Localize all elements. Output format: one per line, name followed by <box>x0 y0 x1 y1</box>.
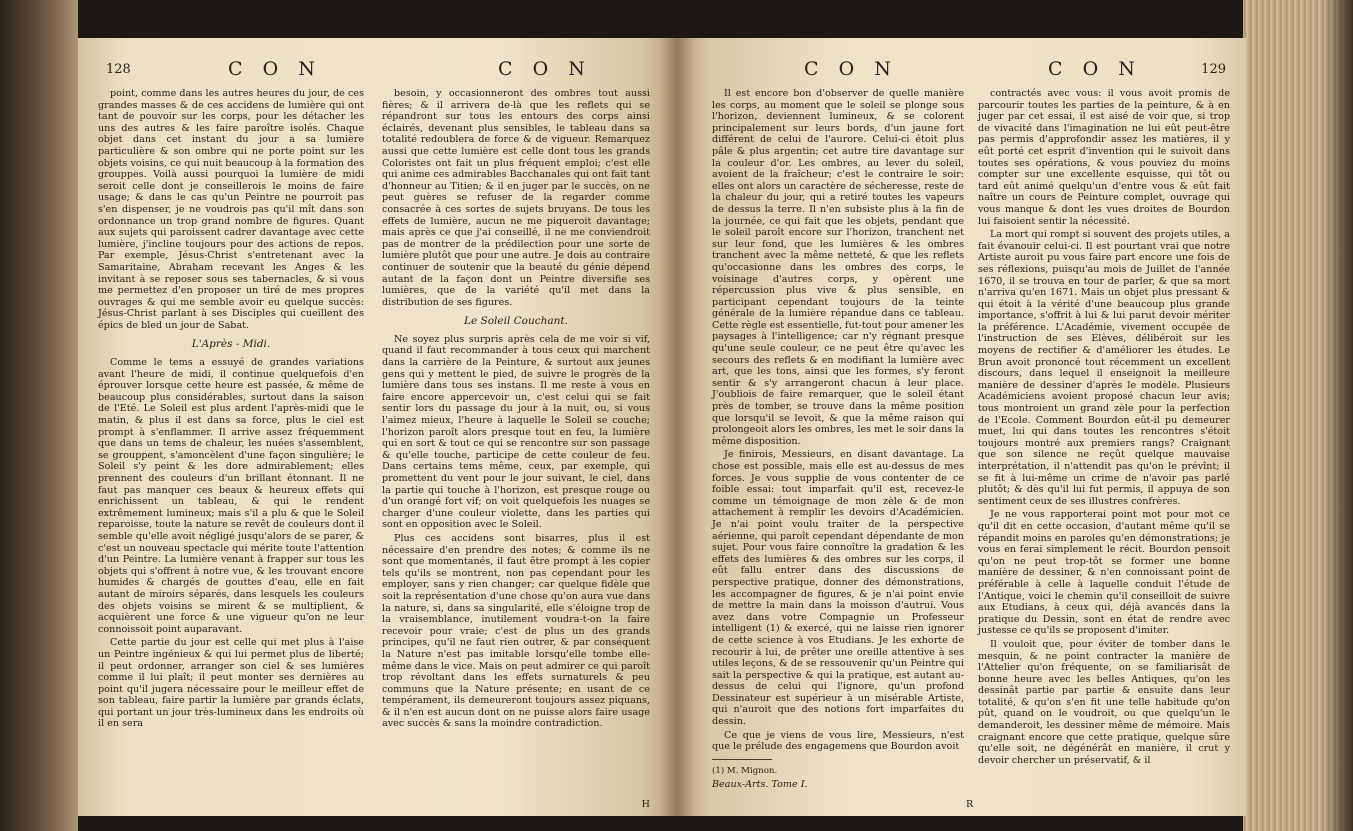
text-column <box>712 88 964 793</box>
footnote: (1) M. Mignon. <box>712 765 778 776</box>
footnote-rule <box>712 759 772 760</box>
book-edge-left <box>0 0 78 831</box>
paragraph: Ne soyez plus surpris après cela de me voir si vif, quand il faut recommander à tous ceux qui marchent dans la carrière de la Peinture, & surtout aux jeunes gens qui y mettent le pied, de suivre le progrès de la lumière dans tous ses instans. Il me reste à vous en faire encore appercevoir un, c'est celui qui se fait sentir lors du passage du jour à la nuit, ou, si vous l'aimez mieux, l'heure à laquelle le Soleil se couche; l'horizon paroît alors presque tout en feu, la lumière qui en sort & tout ce qui se rencontre sur son passage & qu'elle touche, participe de cette couleur de feu. Dans certains tems même, ceux, par exemple, qui promettent du vent pour le jour suivant, le ciel, dans la partie qui touche à l'horizon, est presque rouge ou d'un orangé fort vif; on voit quelquefois les nuages se charger d'une couleur violette, dans les parties qui sont en opposition avec le Soleil. <box>382 333 650 531</box>
book-edge-right <box>1243 0 1353 831</box>
paragraph: Plus ces accidens sont bisarres, plus il est nécessaire d'en prendre des notes; & comme ils ne sont que momentanés, il faut être prompt à les copier tels qu'ils se montrent, non pas cependant pour les employer, sans y rien changer; car quelque fidèle que soit la représentation d'une chose qu'on aura vue dans la nature, si, dans sa singularité, elle s'éloigne trop de la vraisemblance, inutilement voudra-t-on la faire recevoir pour vraie; c'est de plus un des grands principes, qu'il ne faut rien outrer, & par conséquent la Nature n'est pas imitable lorsqu'elle tombe elle-même dans le vice. Mais on peut admirer ce qui paroît trop révoltant dans les effets surnaturels & peu communs que la Nature présente; en usant de ce tempérament, ils demeureront toujours assez piquans, & il n'en est aucun dont on ne puisse alors faire usage avec succès & sans la moindre contradiction. <box>382 532 650 730</box>
catchword: R <box>966 799 974 810</box>
paragraph: Il est encore bon d'observer de quelle manière les corps, au moment que le soleil se plonge sous l'horizon, deviennent lumineux, & se colorent principalement sur leurs bords, d'un jaune fort différent de celui de l'aurore. Celui-ci étoit plus pâle & plus argentin; cet autre tire davantage sur la couleur d'or. Les ombres, au lever du soleil, avoient de la fraîcheur; c'est le contraire le soir: elles ont alors un caractère de sécheresse, reste de la chaleur du jour, qui a retiré toutes les vapeurs de dessus la terre. Il n'en subsiste plus à la fin de la journée, ce qui fait que les objets, pendant que le soleil paroît encore sur l'horizon, tranchent net sur leur fond, que les lumières & les ombres tranchent avec la même netteté, & que les reflets qu'occasionne dans les ombres des corps, le voisinage d'autres corps, y opèrent une répercussion plus vive & plus sensible, en participant cependant toujours de la teinte générale de la lumière répandue dans ce tableau. Cette règle est essentielle, fut-tout pour amener les paysages à l'intelligence; car n'y régnant presque qu'une seule couleur, ce ne peut être qu'avec les secours des reflets & en modifiant la lumière avec art, que les tons, ainsi que les formes, s'y feront sentir & s'y arrangeront chacun à leur place. J'oubliois de faire remarquer, que le soleil étant près de tomber, se trouve dans la même position que lorsqu'il se levoit, & que la même raison qui prolongeoit alors les ombres, les met le soir dans la même disposition. <box>712 88 964 447</box>
section-heading: L'Après - Midi. <box>191 338 271 351</box>
left-page <box>78 38 676 816</box>
paragraph: Comme le tems a essuyé de grandes variations avant l'heure de midi, il continue quelquefois d'en éprouver lorsque cette heure est passée, & même de beaucoup plus considérables, surtout dans la saison de l'Eté. Le Soleil est plus ardent l'après-midi que le matin, & plus il est dans sa force, plus le ciel est prompt à s'enflammer. Il arrive assez fréquemment que dans un tems de chaleur, les nuées s'assemblent, se grouppent, s'amoncèlent d'une façon singulière; le Soleil s'y peint & les dore admirablement; elles prennent des couleurs d'un brillant étonnant. Il ne faut pas manquer ces beaux & heureux effets qui enrichissent un tableau, & qui le rendent extrêmement lumineux; mais s'il a plu & que le Soleil reparoisse, toute la nature se revêt de couleurs dont il semble qu'elle avoit négligé jusqu'alors de se parer, & c'est un nouveau spectacle qui mérite toute l'attention d'un Peintre. La lumière venant à frapper sur tous les objets qui s'offrent à notre vue, & les trouvant encore humides & chargés de gouttes d'eau, elle en fait autant de miroirs séparés, dans lesquels les couleurs des objets voisins se mirent & se multiplient, & acquièrent une force & une vigueur qu'on ne leur connoissoit point auparavant. <box>98 357 364 635</box>
catchword: H <box>641 799 650 810</box>
page-number: 129 <box>1201 62 1226 77</box>
paragraph: point, comme dans les autres heures du jour, de ces grandes masses & de ces accidens de lumière qui ont tant de pouvoir sur les corps, pour les détacher les uns des autres & les faire paroître isolés. Chaque objet dans cet instant du jour a sa lumière particulière & son ombre qui ne porte point sur les objets voisins, ce qui nuit beaucoup à la formation des grouppes. Voilà aussi pourquoi la lumière de midi seroit celle dont je conseillerois le moins de faire usage; & dans le cas qu'un Peintre ne pourroit pas s'en dispenser, je ne voudrois pas qu'il mît dans son ordonnance un trop grand nombre de figures. Quant aux sujets qui paroissent cadrer davantage avec cette lumière, j'incline toujours pour des actions de repos. Par exemple, Jésus-Christ s'entretenant avec la Samaritaine, Abraham recevant les Anges & les invitant à se reposer sous ses tabernacles, & si vous me permettez d'en proposer un tiré de mes propres ouvrages & qui me semble avoir eu quelque succès: Jésus-Christ parlant à ses Disciples qui cueillent des épics de bled un jour de Sabat. <box>98 88 364 331</box>
running-head: C O N <box>1048 58 1142 80</box>
paragraph: contractés avec vous: il vous avoit promis de parcourir toutes les parties de la peinture, & à en juger par cet essai, il est aisé de voir que, si trop de vivacité dans l'imagination ne lui eût peut-être pas permis d'approfondir assez les matières, il y eût porté cet esprit d'invention qui le suivoit dans toutes ses opérations, & vous pouviez du moins compter sur une excellente esquisse, qui tôt ou tard eût animé quelqu'un d'entre vous & eût fait naître un cours de Peinture complet, ouvrage qui vous manque & dont les vues droites de Bourdon lui faisoient sentir la nécessité. <box>978 88 1230 227</box>
page-number: 128 <box>106 62 131 77</box>
text-column <box>978 88 1230 768</box>
paragraph: Je finirois, Messieurs, en disant davantage. La chose est possible, mais elle est au-dessus de mes forces. Je vous supplie de vous contenter de ce foible essai: tout imparfait qu'il est, recevez-le comme un témoignage de mon zèle & de mon attachement à remplir les devoirs d'Académicien. Je n'ai point voulu traiter de la perspective aérienne, qui paroît cependant dépendante de mon sujet. Pour vous faire connoître la gradation & les effets des lumières & des ombres sur les corps, il eût fallu entrer dans des discussions de perspective pratique, donner des démonstrations, les accompagner de figures, & je n'ai point envie de mettre la main dans la moisson d'autrui. Vous avez dans votre Compagnie un Professeur intelligent (1) & exercé, qui ne laisse rien ignorer de cette science à vos Etudians. Je les exhorte de recourir à lui, de prêter une oreille attentive à ses utiles leçons, & de se ressouvenir qu'un Peintre qui sait la perspective & qui la pratique, est autant au-dessus de celui qui l'ignore, qu'un profond Dessinateur est supérieur à un misérable Artiste, qui n'auroit que des notions fort imparfaites du dessin. <box>712 449 964 728</box>
paragraph: La mort qui rompt si souvent des projets utiles, a fait évanouir celui-ci. Il est pourtant vrai que notre Artiste auroit pu vous faire part encore une fois de ses réflexions, puisqu'au mois de Juillet de l'année 1670, il se trouva en tour de parler, & que sa mort n'arriva qu'en 1671. Mais un objet plus pressant & qui étoit à la vérité d'une beaucoup plus grande importance, s'offrit à lui & lui parut devoir mériter la préférence. L'Académie, vivement occupée de l'instruction de ses Elèves, délibéroit sur les moyens de rectifier & d'améliorer les études. Le Brun avoit prononcé tout récemment un excellent discours, dans lequel il enseignoit la meilleure manière de dessiner d'après le modèle. Plusieurs Académiciens avoient proposé chacun leur avis; tous montroient un grand zèle pour la perfection de l'Ecole. Comment Bourdon eût-il pu demeurer muet, lui qui dans toutes les rencontres s'étoit toujours montré aux premiers rangs? Craignant que son silence ne reçût quelque mauvaise interprétation, il n'attendit pas qu'on le prévînt; il se fit à lui-même un crime de n'avoir pas parlé plutôt; & dès qu'il lui fut permis, il appuya de son sentiment ceux de ses illustres confrères. <box>978 229 1230 507</box>
running-head: C O N <box>498 58 592 80</box>
paragraph: Cette partie du jour est celle qui met plus à l'aise un Peintre ingénieux & qui lui permet plus de liberté; il peut ordonner, arranger son ciel & ses lumières comme il lui plaît; il peut monter ses dernières au point qu'il jugera nécessaire pour le meilleur effet de son tableau, faire partir la lumière par grands éclats, qui portant un jour très-lumineux dans les endroits où il en sera <box>98 637 364 730</box>
running-head: C O N <box>804 58 898 80</box>
text-column <box>382 88 650 732</box>
paragraph: Il vouloit que, pour éviter de tomber dans le mesquin, & ne point contracter la manière de l'Attelier qu'on fréquente, on se familiarisât de bonne heure avec les belles Antiques, qu'on les dessinât partie par partie & ensuite dans leur totalité, & qu'on s'en fit une telle habitude qu'on pût, quand on le voudroit, ou que quelqu'un le demanderoit, les dessiner même de mémoire. Mais craignant encore que cette pratique, quelque sûre qu'elle soit, ne dégénérât en manière, il crut y devoir chercher un préservatif, & il <box>978 638 1230 766</box>
paragraph: Ce que je viens de vous lire, Messieurs, n'est que le prélude des engagemens que Bourdon avoit <box>712 729 964 753</box>
signature-line: Beaux-Arts. Tome I. <box>712 779 808 791</box>
paragraph: Je ne vous rapporterai point mot pour mot ce qu'il dit en cette occasion, d'autant même qu'il se répandit moins en paroles qu'en démonstrations; je vous en ferai simplement le récit. Bourdon pensoit qu'on ne peut trop-tôt se former une bonne manière de dessiner, & n'en connoissant point de préférable à celle à laquelle conduit l'étude de l'Antique, voici le chemin qu'il conseilloit de suivre aux Etudians, à ceux qui, déjà avancés dans la pratique du Dessin, sont en état de rendre avec justesse ce qu'ils se proposent d'imiter. <box>978 509 1230 637</box>
text-column <box>98 88 364 732</box>
running-head: C O N <box>228 58 322 80</box>
right-page <box>676 38 1246 816</box>
book-gutter <box>660 38 694 816</box>
section-heading: Le Soleil Couchant. <box>463 315 568 328</box>
paragraph: besoin, y occasionneront des ombres tout aussi fières; & il arrivera de-là que les reflets qui se répandront sur tous les entours des corps ainsi éclairés, devenant plus sensibles, le tableau dans sa totalité redoublera de force & de vigueur. Remarquez aussi que cette lumière est celle dont tous les grands Coloristes ont fait un plus fréquent emploi; c'est elle qui anime ces admirables Bacchanales qui ont fait tant d'honneur au Titien; & il en juger par le succès, on ne peut guères se refuser de la regarder comme consacrée à ces sortes de sujets bruyans. De tous les effets de lumière, aucun ne me piqueroit davantage; mais après ce que j'ai conseillé, il ne me conviendroit pas de montrer de la prédilection pour une sorte de lumière plutôt que pour une autre. Je dois au contraire continuer de soutenir que la beauté du génie dépend autant de la façon dont un Peintre diversifie ses lumières, que de la variété qu'il met dans la distribution de ses figures. <box>382 88 650 308</box>
